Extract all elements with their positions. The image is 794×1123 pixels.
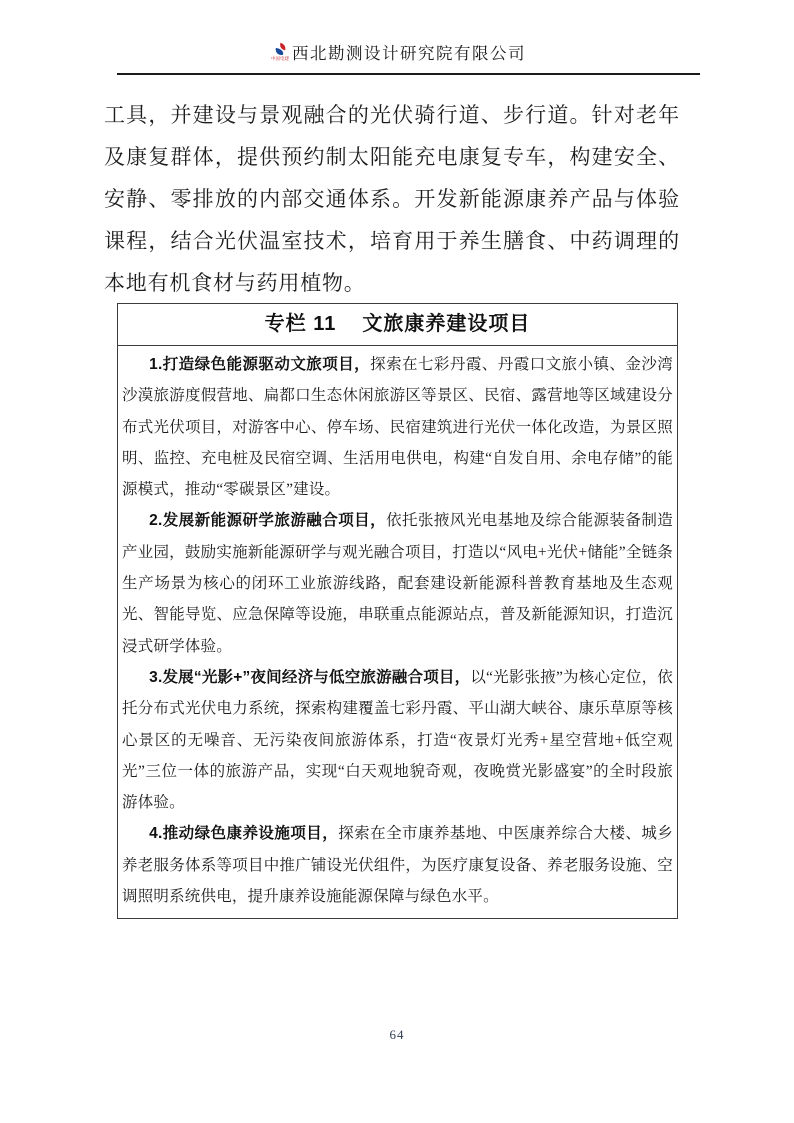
box-content — [118, 346, 677, 918]
feature-box — [117, 303, 678, 919]
body-paragraph: 工具，并建设与景观融合的光伏骑行道、步行道。针对老年及康复群体，提供预约制太阳能充电康复专车，构建安全、安静、零排放的内部交通体系。开发新能源康养产品与体验课程，结合光伏温室技术，培育用于养生膳食、中药调理的本地有机食材与药用植物。 — [104, 103, 680, 295]
box-paragraph-lead: 2.发展新能源研学旅游融合项目， — [149, 512, 387, 530]
powerchina-logo-icon — [271, 42, 289, 62]
logo-subtext: 中国电建 — [271, 56, 290, 62]
box-paragraph — [122, 505, 673, 661]
box-paragraph — [122, 662, 673, 818]
header-brand — [271, 40, 526, 64]
box-paragraph-text: 探索在七彩丹霞、丹霞口文旅小镇、金沙湾沙漠旅游度假营地、扁都口生态休闲旅游区等景区、民宿、露营地等区域建设分布式光伏项目，对游客中心、停车场、民宿建筑进行光伏一体化改造，为景区照明、监控、充电桩及民宿空调、生活用电供电，构建“自发自用、余电存储”的能源模式，推动“零碳景区”建设。 — [122, 356, 673, 499]
box-paragraph-text: 以“光影张掖”为核心定位，依托分布式光伏电力系统，探索构建覆盖七彩丹霞、平山湖大峡谷、康乐草原等核心景区的无噪音、无污染夜间旅游体系，打造“夜景灯光秀+星空营地+低空观光”三位一体的旅游产品，实现“白天观地貌奇观，夜晚赏光影盛宴”的全时段旅游体验。 — [122, 668, 673, 812]
page-footer — [0, 1026, 794, 1044]
box-paragraph-lead: 3.发展“光影+”夜间经济与低空旅游融合项目， — [149, 668, 471, 686]
box-paragraph-lead: 4.推动绿色康养设施项目， — [149, 825, 339, 843]
page-header — [117, 40, 680, 64]
box-paragraph-text: 依托张掖风光电基地及综合能源装备制造产业园，鼓励实施新能源研学与观光融合项目，打造以“风电+光伏+储能”全链条生产场景为核心的闭环工业旅游线路，配套建设新能源科普教育基地及生态观光、智能导览、应急保障等设施，串联重点能源站点，普及新能源知识，打造沉浸式研学体验。 — [122, 512, 673, 655]
box-paragraph-lead: 1.打造绿色能源驱动文旅项目， — [149, 356, 371, 373]
box-title — [118, 304, 677, 346]
box-paragraph — [122, 349, 673, 505]
box-title-label: 专栏 11 — [264, 313, 337, 335]
logo-mark-icon — [273, 42, 288, 57]
box-title-text: 文旅康养建设项目 — [362, 313, 531, 335]
company-name: 西北勘测设计研究院有限公司 — [292, 44, 526, 63]
header-divider — [117, 73, 700, 75]
page-number: 64 — [389, 1027, 405, 1042]
box-paragraph — [122, 818, 673, 912]
box-paragraph-text: 探索在全市康养基地、中医康养综合大楼、城乡养老服务体系等项目中推广铺设光伏组件，为医疗康复设备、养老服务设施、空调照明系统供电，提升康养设施能源保障与绿色水平。 — [122, 825, 674, 906]
